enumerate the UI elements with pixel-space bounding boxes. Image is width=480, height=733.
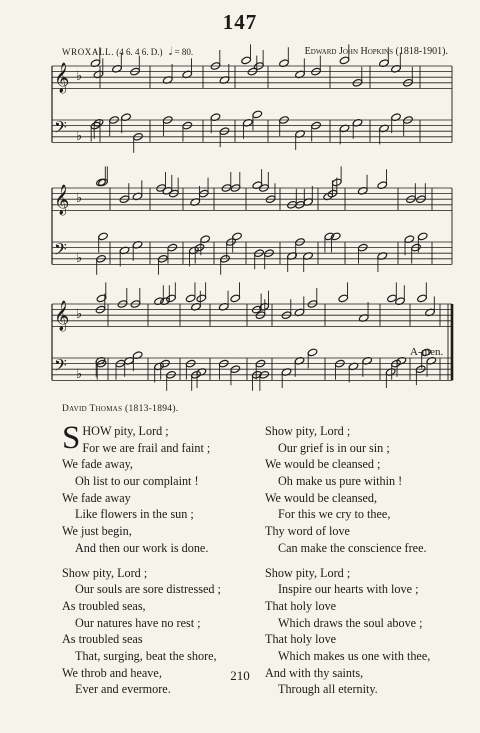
verse-3 — [265, 423, 465, 557]
note-head — [232, 232, 243, 241]
composer-credit: Edward John Hopkins (1818-1901). — [304, 46, 448, 57]
verse-line: We just begin, — [62, 524, 132, 539]
note-head — [166, 294, 177, 303]
verse-line: We fade away — [62, 490, 131, 505]
note-head — [241, 56, 252, 65]
drop-cap: S — [62, 420, 81, 456]
verse-line: Which makes us one with thee, — [278, 648, 431, 663]
note-head — [417, 294, 428, 303]
note-head — [98, 232, 109, 241]
verse-line: That, surging, beat the shore, — [75, 648, 217, 663]
tempo-marking: = 80. — [174, 47, 194, 57]
verse-line: Show pity, Lord ; — [62, 565, 148, 580]
flat-icon: ♭ — [76, 367, 83, 382]
verse-line: Like flowers in the sun ; — [75, 507, 194, 522]
verse-line: As troubled seas, — [62, 598, 146, 613]
verse-line: And then our work is done. — [75, 540, 209, 555]
note-head — [98, 178, 109, 187]
verse-line: We throb and heave, — [62, 665, 162, 680]
verse-line: We fade away, — [62, 457, 133, 472]
flat-icon: ♭ — [76, 69, 83, 84]
note-head — [338, 294, 349, 303]
verse-line: Inspire our hearts with love ; — [278, 582, 419, 597]
treble-clef-icon: 𝄞 — [54, 301, 70, 331]
author-credit: David Thomas (1813-1894). — [62, 404, 179, 414]
page-number: 210 — [230, 668, 250, 683]
verse-line: For this we cry to thee, — [278, 507, 391, 522]
verse-line: Can make the conscience free. — [278, 540, 427, 555]
hymn-number: 147 — [222, 10, 258, 34]
note-head — [417, 232, 428, 241]
note-head — [196, 294, 207, 303]
verse-1 — [62, 420, 262, 557]
flat-icon: ♭ — [76, 191, 83, 206]
flat-icon: ♭ — [76, 307, 83, 322]
verse-line: That holy love — [265, 598, 337, 613]
bass-clef-icon: 𝄢 — [54, 239, 67, 263]
verse-line: Oh make us pure within ! — [278, 474, 403, 489]
flat-icon: ♭ — [76, 129, 83, 144]
left-verse-column — [62, 420, 262, 706]
treble-clef-icon: 𝄞 — [54, 185, 70, 215]
bass-clef-icon: 𝄢 — [54, 355, 67, 379]
tune-meter: (4 6. 4 6. D.) — [116, 47, 163, 57]
verse-line: That holy love — [265, 632, 337, 647]
verse-line: Oh list to our complaint ! — [75, 474, 199, 489]
verse-line: We would be cleansed ; — [265, 457, 381, 472]
verse-line: Our souls are sore distressed ; — [75, 582, 221, 597]
verse-line: Show pity, Lord ; — [265, 565, 351, 580]
note-head — [339, 56, 350, 65]
right-verse-column — [265, 423, 465, 706]
verse-line: Ever and evermore. — [75, 682, 171, 697]
verse-line: HOW pity, Lord ; — [82, 424, 169, 438]
verse-line: Our grief is in our sin ; — [278, 440, 390, 455]
verse-line: Thy word of love — [265, 524, 350, 539]
verse-line: We would be cleansed, — [265, 490, 378, 505]
note-head — [252, 110, 263, 119]
flat-icon: ♭ — [76, 251, 83, 266]
note-head — [185, 294, 196, 303]
tune-name: WROXALL. — [62, 47, 115, 57]
verse-line: Show pity, Lord ; — [265, 424, 351, 438]
note-head — [307, 348, 318, 357]
verse-line: For we are frail and faint ; — [82, 440, 211, 455]
treble-clef-icon: 𝄞 — [54, 63, 70, 93]
verse-line: Our natures have no rest ; — [75, 615, 201, 630]
verse-line: And with thy saints, — [265, 665, 364, 680]
verse-line: Which draws the soul above ; — [278, 615, 423, 630]
half-note-tempo-icon: 𝅗𝅥 — [168, 46, 173, 58]
verse-line: Through all eternity. — [278, 682, 378, 697]
note-head — [230, 294, 241, 303]
verse-line: As troubled seas — [62, 632, 143, 647]
bass-clef-icon: 𝄢 — [54, 117, 67, 141]
amen-text: A-men. — [410, 346, 444, 358]
